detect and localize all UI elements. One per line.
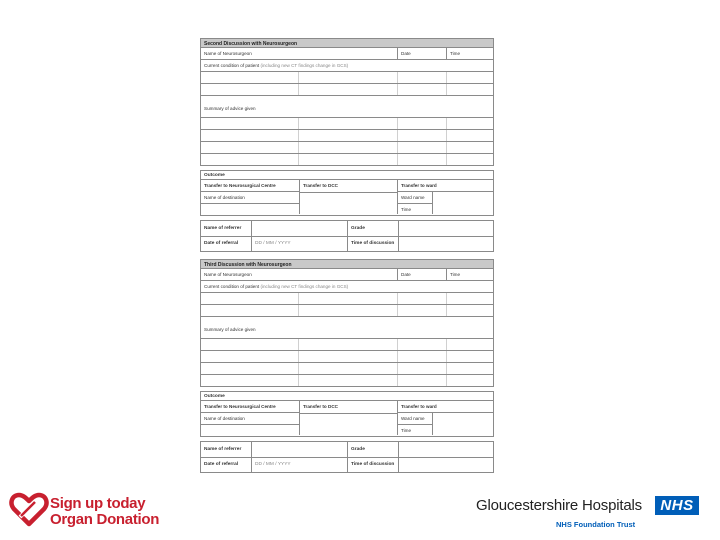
- time-label: Time: [450, 51, 461, 56]
- ward-time-field[interactable]: Time: [397, 204, 432, 214]
- transfer-dcc-option[interactable]: Transfer to DCC: [299, 180, 397, 214]
- advice-line[interactable]: [200, 118, 494, 130]
- outcome-heading: Outcome: [200, 170, 494, 180]
- advice-row[interactable]: [200, 317, 494, 339]
- condition-label: Current condition of patient: [204, 284, 260, 289]
- ward-time-field[interactable]: Time: [397, 425, 432, 435]
- date-label: Date: [401, 51, 411, 56]
- outcome-grid: [200, 401, 494, 437]
- transfer-ward-option[interactable]: Transfer to ward: [397, 401, 493, 413]
- neurosurgeon-name-field[interactable]: [201, 269, 397, 280]
- referral-date-field[interactable]: DD / MM / YYYY: [251, 237, 347, 251]
- grade-field[interactable]: [398, 442, 493, 458]
- condition-label: Current condition of patient: [204, 63, 260, 68]
- time-label: Time: [450, 272, 461, 277]
- destination-field[interactable]: Name of destination: [201, 192, 299, 204]
- grade-field[interactable]: [398, 221, 493, 237]
- discussion-form-section: [200, 259, 494, 473]
- advice-line[interactable]: [200, 363, 494, 375]
- referrer-field[interactable]: [251, 442, 347, 458]
- condition-line[interactable]: [200, 293, 494, 305]
- condition-line[interactable]: [200, 84, 494, 96]
- advice-line[interactable]: [200, 375, 494, 387]
- grade-label: Grade: [347, 221, 398, 237]
- date-field[interactable]: [397, 269, 446, 280]
- organ-donation-logo: [50, 496, 159, 528]
- advice-line[interactable]: [200, 339, 494, 351]
- referrer-label: Name of referrer: [201, 221, 251, 237]
- time-field[interactable]: [446, 48, 493, 59]
- condition-note: (including new CT findings change in GCS): [260, 284, 349, 289]
- referral-table: [200, 220, 494, 252]
- outcome-grid: [200, 180, 494, 216]
- advice-label: Summary of advice given: [204, 327, 256, 332]
- advice-line[interactable]: [200, 142, 494, 154]
- grade-label: Grade: [347, 442, 398, 458]
- ward-name-field[interactable]: Ward name: [397, 192, 432, 204]
- transfer-dcc-option[interactable]: Transfer to DCC: [299, 401, 397, 435]
- hospital-name: Gloucestershire Hospitals: [476, 497, 642, 514]
- condition-note: (including new CT findings change in GCS): [260, 63, 349, 68]
- advice-line[interactable]: [200, 351, 494, 363]
- outcome-heading: Outcome: [200, 391, 494, 401]
- date-field[interactable]: [397, 48, 446, 59]
- referrer-label: Name of referrer: [201, 442, 251, 458]
- neurosurgeon-name-field[interactable]: [201, 48, 397, 59]
- trust-name: NHS Foundation Trust: [556, 520, 636, 529]
- organ-line-2: Organ Donation: [50, 511, 160, 528]
- condition-row[interactable]: [200, 60, 494, 72]
- nhs-badge: NHS: [655, 496, 699, 515]
- referral-date-field[interactable]: DD / MM / YYYY: [251, 458, 347, 472]
- discussion-time-field[interactable]: [398, 237, 493, 251]
- discussion-form-section: [200, 38, 494, 252]
- discussion-time-label: Time of discussion: [347, 237, 398, 251]
- referral-date-label: Date of referral: [204, 241, 239, 246]
- advice-line[interactable]: [200, 130, 494, 142]
- discussion-time-field[interactable]: [398, 458, 493, 472]
- condition-line[interactable]: [200, 72, 494, 84]
- referral-date-label: Date of referral: [204, 462, 239, 467]
- section-title: Second Discussion with Neurosurgeon: [200, 38, 494, 48]
- neurosurgeon-name-label: Name of Neurosurgeon: [204, 51, 252, 56]
- condition-row[interactable]: [200, 281, 494, 293]
- time-field[interactable]: [446, 269, 493, 280]
- date-label: Date: [401, 272, 411, 277]
- advice-label: Summary of advice given: [204, 106, 256, 111]
- referral-table: [200, 441, 494, 473]
- condition-line[interactable]: [200, 305, 494, 317]
- transfer-neuro-option[interactable]: Transfer to Neurosurgical Centre: [201, 180, 299, 192]
- ward-name-field[interactable]: Ward name: [397, 413, 432, 425]
- transfer-ward-option[interactable]: Transfer to ward: [397, 180, 493, 192]
- section-title: Third Discussion with Neurosurgeon: [200, 259, 494, 269]
- neurosurgeon-row: [200, 269, 494, 281]
- organ-line-1: Sign up today: [50, 495, 146, 512]
- neurosurgeon-row: [200, 48, 494, 60]
- advice-row[interactable]: [200, 96, 494, 118]
- neurosurgeon-name-label: Name of Neurosurgeon: [204, 272, 252, 277]
- discussion-time-label: Time of discussion: [347, 458, 398, 472]
- advice-line[interactable]: [200, 154, 494, 166]
- transfer-neuro-option[interactable]: Transfer to Neurosurgical Centre: [201, 401, 299, 413]
- referrer-field[interactable]: [251, 221, 347, 237]
- destination-field[interactable]: Name of destination: [201, 413, 299, 425]
